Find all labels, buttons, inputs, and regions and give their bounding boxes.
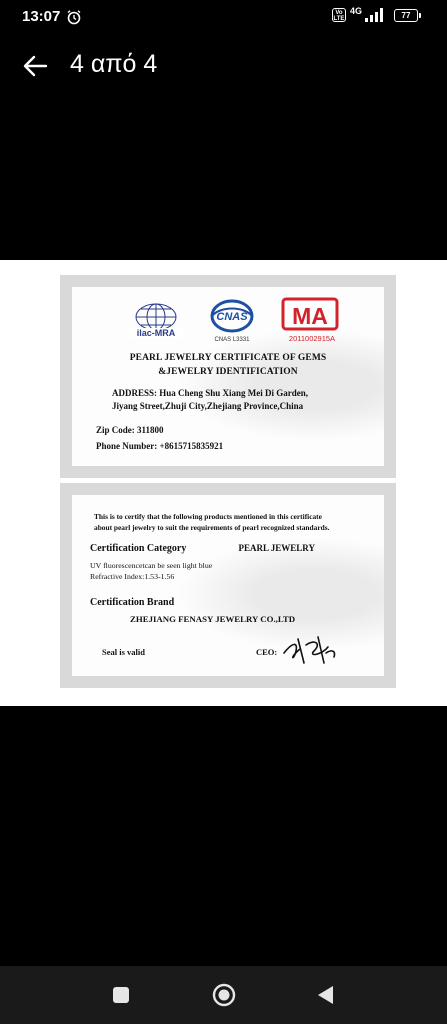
zip-code: Zip Code: 311800 — [96, 425, 164, 435]
cnas-logo — [202, 298, 262, 344]
battery-level: 77 — [394, 9, 418, 22]
cma-text: MA — [292, 303, 328, 329]
certificate-title-line2: &JEWELRY IDENTIFICATION — [158, 367, 298, 377]
cma-logo — [277, 297, 347, 345]
status-bar — [0, 0, 447, 34]
ceo-signature — [278, 633, 340, 667]
status-icons — [332, 8, 421, 22]
certify-statement — [94, 511, 364, 533]
category-row — [90, 543, 374, 554]
back-arrow-icon[interactable] — [22, 54, 48, 78]
photo-viewer[interactable] — [0, 260, 447, 706]
signal-icon — [364, 8, 384, 22]
address-line2: Jiyang Street,Zhuji City,Zhejiang Province,China — [112, 401, 304, 411]
brand-label: Certification Brand — [90, 597, 175, 608]
app-bar — [0, 34, 447, 98]
battery-cap — [419, 13, 421, 18]
page-title: 4 από 4 — [70, 50, 158, 78]
battery-icon — [394, 9, 421, 22]
brand-value: ZHEJIANG FENASY JEWELRY CO.,LTD — [130, 614, 296, 624]
cnas-text: CNAS — [216, 311, 248, 323]
certify-line2: about pearl jewelry to suit the requirements of pearl recognized standards. — [94, 523, 330, 532]
seal-text: Seal is valid — [102, 647, 145, 657]
ilac-mra-logo — [127, 301, 185, 341]
alarm-icon — [66, 9, 82, 25]
certificate-card-bottom — [60, 483, 396, 688]
volte-icon: Vo LTE — [333, 10, 345, 22]
uv-fluorescence-text: UV fluorescencetcan be seen light blue — [90, 561, 213, 570]
navigation-bar — [0, 966, 447, 1024]
cnas-number: CNAS L3331 — [214, 337, 250, 343]
ilac-text: ilac-MRA — [136, 328, 176, 338]
ceo-label: CEO: — [256, 647, 278, 657]
nav-back-icon[interactable] — [315, 984, 335, 1006]
refractive-index-text: Refractive Index:1.53-1.56 — [90, 572, 175, 581]
category-label: Certification Category — [90, 543, 187, 554]
network-type: 4G — [349, 6, 362, 16]
address-line1: ADDRESS: Hua Cheng Shu Xiang Mei Di Garden, — [112, 388, 309, 398]
recents-icon[interactable] — [113, 987, 129, 1003]
certificate-address — [112, 387, 364, 413]
status-time: 13:07 — [22, 8, 61, 25]
cma-number: 2011002915A — [288, 334, 336, 343]
phone-number: Phone Number: +8615715835921 — [96, 441, 224, 451]
certificate-header-panel — [72, 287, 384, 466]
category-value: PEARL JEWELRY — [238, 543, 315, 553]
certificate-title — [72, 351, 384, 379]
home-icon[interactable] — [212, 983, 236, 1007]
certification-logos — [72, 297, 384, 345]
certificate-title-line1: PEARL JEWELRY CERTIFICATE OF GEMS — [129, 353, 327, 363]
certify-line1: This is to certify that the following products mentioned in this certificate — [94, 512, 322, 521]
certificate-card-top — [60, 275, 396, 478]
certificate-body-panel — [72, 495, 384, 676]
